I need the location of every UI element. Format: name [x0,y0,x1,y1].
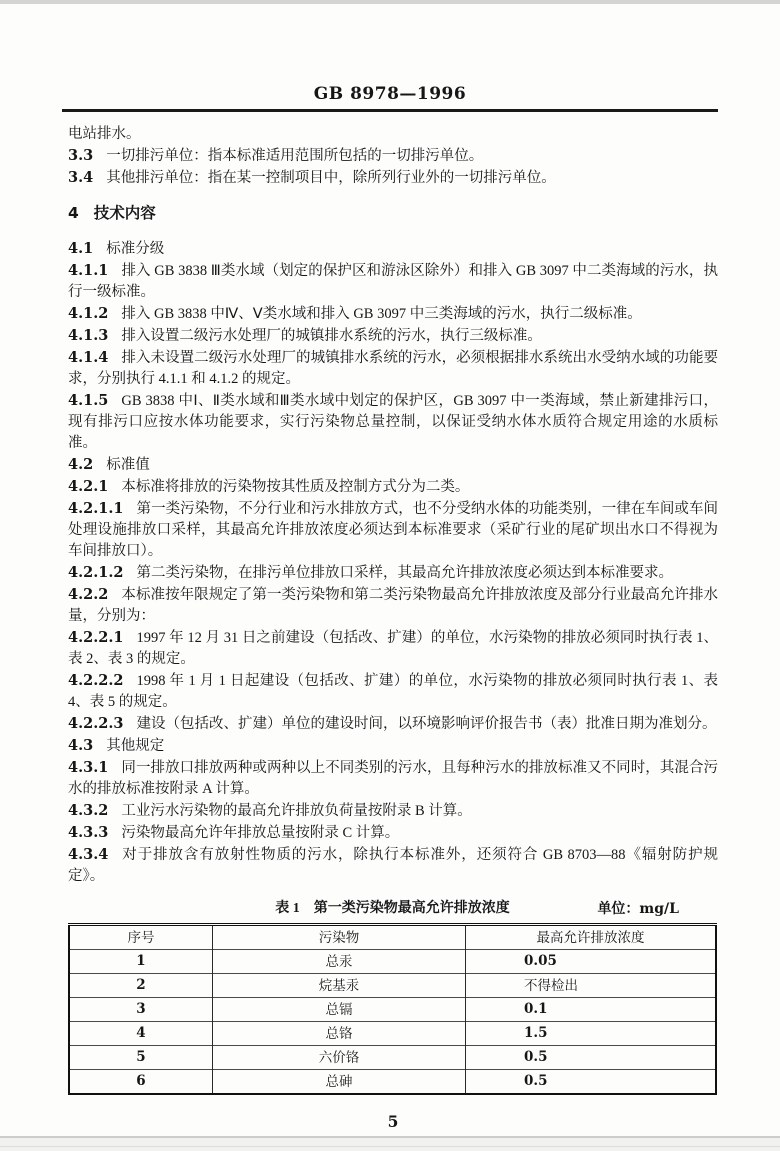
table-header-row [69,925,716,950]
clause-4-3-4: 4.3.4 对于排放含有放射性物质的污水，除执行本标准外，还须符合 GB 8703—88《辐射防护规定》。 [68,846,718,884]
header-seq: 序号 [69,925,213,950]
clause-4-3-3: 4.3.3 污染物最高允许年排放总量按附录 C 计算。 [68,824,400,841]
clause-4-1: 4.1 标准分级 [68,240,165,257]
table-row [69,1022,716,1046]
clause-4-2-1-2: 4.2.1.2 第二类污染物，在排污单位排放口采样，其最高允许排放浓度必须达到本标准要求。 [68,564,674,581]
clause-4-3-1: 4.3.1 同一排放口排放两种或两种以上不同类别的污水，且每种污水的排放标准又不同时，其混合污水的排放标准按附录 A 计算。 [68,759,718,797]
scan-edge-top [0,0,780,4]
clause-4-2-1-1: 4.2.1.1 第一类污染物，不分行业和污水排放方式，也不分受纳水体的功能类别，一律在车间或车间处理设施排放口采样，其最高允许排放浓度必须达到本标准要求（采矿行业的尾矿坝出水口不得视为车间排放口）。 [68,500,718,559]
table-1-caption-row [68,899,717,921]
page-number: 5 [387,1112,399,1131]
cell-pollutant: 总镉 [213,998,466,1022]
cell-value: 0.1 [466,998,717,1022]
cell-value: 0.5 [466,1070,717,1095]
table-1-unit: 单位：mg/L [597,901,679,917]
clause-4-1-2: 4.1.2 排入 GB 3838 中Ⅳ、Ⅴ类水域和排入 GB 3097 中三类海域的污水，执行二级标准。 [68,305,642,322]
table-row [69,998,716,1022]
clause-4-2: 4.2 标准值 [68,456,150,473]
cell-pollutant: 六价铬 [213,1046,466,1070]
cell-pollutant: 总汞 [213,950,466,974]
cell-pollutant: 总铬 [213,1022,466,1046]
cell-seq: 2 [69,974,213,998]
clause-4-2-2-3: 4.2.2.3 建设（包括改、扩建）单位的建设时间，以环境影响评价报告书（表）批准日期为准划分。 [68,715,717,732]
cell-seq: 6 [69,1070,213,1095]
clause-4-2-2-2: 4.2.2.2 1998 年 1 月 1 日起建设（包括改、扩建）的单位，水污染物的排放必须同时执行表 1、表 4、表 5 的规定。 [68,672,718,710]
header-max-concentration: 最高允许排放浓度 [466,925,717,950]
clause-3-3: 3.3 一切排污单位：指本标准适用范围所包括的一切排污单位。 [68,147,484,164]
clause-4-2-1: 4.2.1 本标准将排放的污染物按其性质及控制方式分为二类。 [68,478,470,495]
table-1 [68,923,717,1095]
clause-continuation: 电站排水。 [68,126,141,142]
table-row [69,950,716,974]
cell-value: 0.5 [466,1046,717,1070]
header-pollutant: 污染物 [213,925,466,950]
table-row [69,974,716,998]
clause-4-1-4: 4.1.4 排入未设置二级污水处理厂的城镇排水系统的污水，必须根据排水系统出水受纳水域的功能要求，分别执行 4.1.1 和 4.1.2 的规定。 [68,349,718,387]
header-rule [62,109,718,112]
section-4-heading: 4 技术内容 [68,204,156,222]
table-1-block [68,899,717,1095]
cell-seq: 4 [69,1022,213,1046]
clause-4-3-2: 4.3.2 工业污水污染物的最高允许排放负荷量按附录 B 计算。 [68,802,472,819]
cell-pollutant: 总砷 [213,1070,466,1095]
scan-edge-bottom [0,1136,780,1151]
clause-4-1-5: 4.1.5 GB 3838 中Ⅰ、Ⅱ类水域和Ⅲ类水域中划定的保护区，GB 3097 中一类海域，禁止新建排污口，现有排污口应按水体功能要求，实行污染物总量控制，以保证受纳水体水质符合规定用途的水质标准。 [68,392,718,451]
cell-seq: 3 [69,998,213,1022]
doc-code: GB 8978—1996 [313,84,467,104]
cell-value: 0.05 [466,950,717,974]
cell-seq: 5 [69,1046,213,1070]
clause-4-1-1: 4.1.1 排入 GB 3838 Ⅲ类水域（划定的保护区和游泳区除外）和排入 GB 3097 中二类海域的污水，执行一级标准。 [68,262,718,300]
table-1-caption: 表 1 第一类污染物最高允许排放浓度 [275,901,510,916]
clause-3-4: 3.4 其他排污单位：指在某一控制项目中，除所列行业外的一切排污单位。 [68,169,556,186]
table-row [69,1070,716,1095]
scan-edge-bottom-line [0,1146,780,1147]
clause-4-1-3: 4.1.3 排入设置二级污水处理厂的城镇排水系统的污水，执行三级标准。 [68,327,542,344]
clause-4-2-2: 4.2.2 本标准按年限规定了第一类污染物和第二类污染物最高允许排放浓度及部分行业最高允许排水量，分别为： [68,586,718,624]
cell-seq: 1 [69,950,213,974]
cell-pollutant: 烷基汞 [213,974,466,998]
body-text [68,124,718,1132]
table-row [69,1046,716,1070]
clause-4-2-2-1: 4.2.2.1 1997 年 12 月 31 日之前建设（包括改、扩建）的单位，水污染物的排放必须同时执行表 1、表 2、表 3 的规定。 [68,629,718,667]
cell-value: 不得检出 [466,974,717,998]
cell-value: 1.5 [466,1022,717,1046]
clause-4-3: 4.3 其他规定 [68,737,165,754]
